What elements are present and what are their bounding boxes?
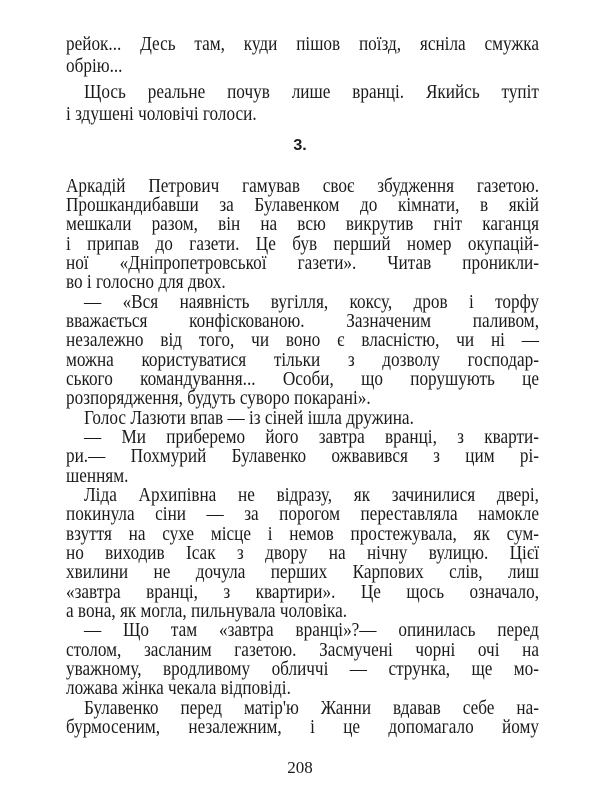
text-line: вважається конфіскованою. Зазначеним паливом, (66, 310, 539, 332)
text-line: обрію... (66, 55, 123, 77)
text-line: — Ми приберемо його завтра вранці, з кварти- (84, 426, 539, 448)
text-line: Щось реальне почув лише вранці. Якийсь тупіт (84, 81, 539, 103)
section-number: 3. (293, 137, 307, 154)
text-line: столом, засланим газетою. Засмучені чорні очі на (66, 639, 539, 661)
text-line: ського командування... Особи, що порушують це (66, 368, 539, 390)
text-line: Голос Лазюти впав — із сіней ішла дружина. (84, 407, 414, 429)
text-line: шенням. (66, 465, 129, 487)
text-line: хвилини не дочула перших Карпових слів, лиш (66, 561, 539, 583)
text-line: Аркадій Петрович гамував своє збудження газетою. (66, 175, 539, 197)
page-number: 208 (287, 758, 313, 777)
text-line: уважному, вродливому обличчі — струнка, ще мо- (66, 658, 539, 680)
text-line: Булавенко перед матір'ю Жанни вдавав себе на- (84, 697, 539, 719)
text-line: розпорядження, будуть суворо покарані». (66, 387, 371, 409)
text-line: і припав до газети. Це був перший номер окупацій- (66, 233, 539, 255)
text-line: «завтра вранці, з квартири». Це щось означало, (66, 581, 539, 603)
text-line: покинула сіни — за порогом переставляла намокле (66, 503, 539, 525)
text-line: мешкали разом, він на всю викрутив гніт каганця (66, 213, 539, 235)
text-line: — «Вся наявність вугілля, коксу, дров і торфу (84, 291, 539, 313)
text-line: во і голосно для двох. (66, 271, 226, 293)
text-line: взуття на сухе місце і немов простежувала, як сум- (66, 523, 539, 545)
text-line: Ліда Архипівна не відразу, як зачинилися двері, (84, 484, 539, 506)
text-line: а вона, як могла, пильнувала чоловіка. (66, 600, 348, 622)
text-line: Прошкандибавши за Булавенком до кімнати, в якій (66, 194, 539, 216)
text-line: ної «Дніпропетровської газети». Читав проникли- (66, 252, 539, 274)
text-line: бурмосеним, незалежним, і це допомагало йому (66, 716, 539, 738)
text-line: незалежно від того, чи воно є власністю, чи ні — (66, 329, 539, 351)
text-line: і здушені чоловічі голоси. (66, 103, 257, 125)
text-line: — Що там «завтра вранці»?— опинилась перед (84, 619, 539, 641)
text-line: ри.— Похмурий Булавенко ожвавився з цим рі- (66, 445, 539, 467)
text-line: ложава жінка чекала відповіді. (66, 677, 291, 699)
text-line: можна користуватися тільки з дозволу господар- (66, 349, 539, 371)
text-line: рейок... Десь там, куди пішов поїзд, ясніла смужка (66, 33, 539, 55)
text-line: но виходив Ісак з двору на нічну вулицю. Цієї (66, 542, 539, 564)
